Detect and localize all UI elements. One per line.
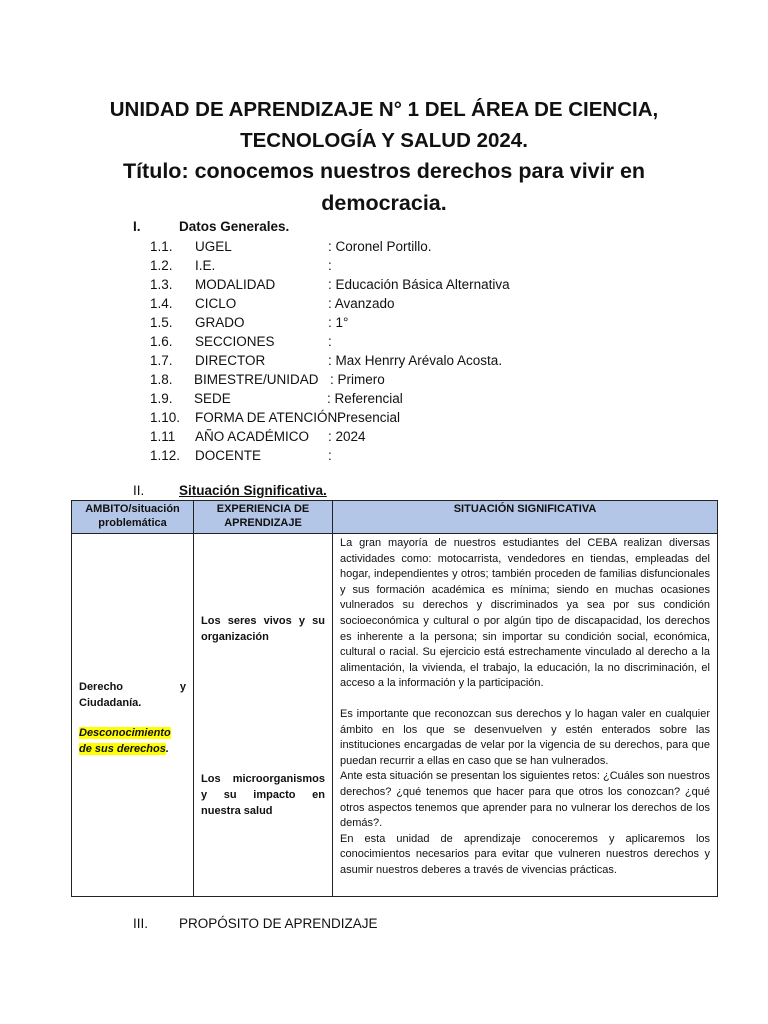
- section-number: I.: [133, 219, 141, 234]
- header-situacion: SITUACIÓN SIGNIFICATIVA: [333, 501, 718, 534]
- general-data-row: [150, 256, 670, 275]
- general-data-row: [150, 351, 670, 370]
- row-label: GRADO: [195, 315, 245, 330]
- row-number: 1.1.: [150, 239, 173, 254]
- row-value: Presencial: [337, 410, 401, 425]
- situation-paragraph: Es importante que reconozcan sus derechos y lo hagan valer en cualquier ámbito en los que se desenvuelven y estén enterados sobre las instituciones encargadas de velar por la vigencia de su derechos, para que puedan recurrir a ellas en caso que se han vulnerados.: [340, 707, 710, 767]
- experience-item: Los microorganismos y su impacto en nuestra salud: [201, 773, 325, 817]
- row-number: 1.4.: [150, 296, 173, 311]
- problem-punctuation: .: [165, 743, 169, 755]
- row-value: : 1°: [328, 315, 349, 330]
- row-label: I.E.: [195, 258, 216, 273]
- ambito-problem: [79, 725, 186, 757]
- row-label: MODALIDAD: [195, 277, 276, 292]
- section-heading-purpose: [133, 916, 533, 936]
- ambito-title-line-2: Ciudadanía.: [79, 697, 142, 709]
- general-data-row: [150, 389, 670, 408]
- row-value: : Max Henrry Arévalo Acosta.: [328, 353, 503, 368]
- document-subtitle: [60, 155, 708, 219]
- situation-table: [71, 500, 718, 897]
- cell-ambito: [72, 534, 194, 897]
- row-number: 1.11: [150, 429, 176, 444]
- experience-item: Los seres vivos y su organización: [201, 615, 325, 643]
- general-data-row: [150, 237, 670, 256]
- section-number: II.: [133, 483, 145, 498]
- highlighted-problem: Desconocimiento de sus derechos: [79, 727, 171, 755]
- row-label: CICLO: [195, 296, 237, 311]
- row-label: SECCIONES: [195, 334, 275, 349]
- document-title: [60, 94, 708, 156]
- section-label: Datos Generales.: [179, 219, 290, 234]
- general-data-row: [150, 370, 670, 389]
- cell-situacion: [333, 534, 718, 897]
- table-header-row: [72, 501, 718, 534]
- row-number: 1.10.: [150, 410, 181, 425]
- row-value: : Avanzado: [328, 296, 395, 311]
- row-label: AÑO ACADÉMICO: [195, 429, 310, 444]
- row-number: 1.8.: [150, 372, 173, 387]
- row-label: DIRECTOR: [195, 353, 266, 368]
- row-label: BIMESTRE/UNIDAD: [194, 372, 319, 387]
- subtitle-line-1: Título: conocemos nuestros derechos para vivir en: [122, 159, 646, 183]
- row-value: :: [328, 334, 332, 349]
- general-data-row: [150, 332, 670, 351]
- table-row: [72, 534, 718, 897]
- row-number: 1.7.: [150, 353, 173, 368]
- ambito-title-line-1: Derecho y: [79, 681, 186, 693]
- row-value: : Educación Básica Alternativa: [328, 277, 510, 292]
- title-line-1: UNIDAD DE APRENDIZAJE N° 1 DEL ÁREA DE CIENCIA,: [109, 98, 659, 121]
- section-label: PROPÓSITO DE APRENDIZAJE: [179, 916, 378, 931]
- cell-experiencia: [194, 534, 333, 897]
- section-number: III.: [133, 916, 149, 931]
- header-ambito: AMBITO/situación problemática: [72, 501, 194, 534]
- row-value: :: [328, 448, 332, 463]
- situation-paragraph: Ante esta situación se presentan los siguientes retos: ¿Cuáles son nuestros derechos? ¿qué tenemos que hacer para que otros los conozcan? ¿qué otros aspectos tenemos que aprender para no vulnerar los derechos de los demás?.: [340, 770, 710, 830]
- row-value: : Referencial: [327, 391, 403, 406]
- general-data-row: [150, 313, 670, 332]
- general-data-row: [150, 275, 670, 294]
- general-data-row: [150, 408, 670, 427]
- subtitle-line-2: democracia.: [321, 191, 447, 215]
- general-data-row: [150, 294, 670, 313]
- row-number: 1.5.: [150, 315, 173, 330]
- general-data-list: [150, 237, 670, 465]
- header-experiencia: EXPERIENCIA DE APRENDIZAJE: [194, 501, 333, 534]
- section-heading-general-data: [133, 219, 533, 239]
- row-value: :: [328, 258, 332, 273]
- row-number: 1.3.: [150, 277, 173, 292]
- row-label: UGEL: [195, 239, 232, 254]
- row-value: : Primero: [330, 372, 385, 387]
- row-label: FORMA DE ATENCIÓN:: [195, 410, 342, 425]
- row-value: : 2024: [328, 429, 366, 444]
- row-value: : Coronel Portillo.: [328, 239, 432, 254]
- row-number: 1.12.: [150, 448, 181, 463]
- row-label: SEDE: [194, 391, 231, 406]
- title-line-2: TECNOLOGÍA Y SALUD 2024.: [240, 129, 528, 152]
- general-data-row: [150, 427, 670, 446]
- situation-paragraph: En esta unidad de aprendizaje conoceremos y aplicaremos los conocimientos necesarios para evitar que vulneren nuestros derechos y asumir nuestros deberes a través de vivencias prácticas.: [340, 832, 710, 876]
- row-number: 1.6.: [150, 334, 173, 349]
- section-label: Situación Significativa.: [179, 483, 327, 498]
- row-label: DOCENTE: [195, 448, 262, 463]
- general-data-row: [150, 446, 670, 465]
- situation-paragraph: La gran mayoría de nuestros estudiantes del CEBA realizan diversas actividades como: motocarrista, vendedores en tiendas, empleadas del hogar, independientes y otros; también proceden de familias disfuncionales y sus formación académica es mínima; siendo en muchas ocasiones vulnerados su derechos y discriminados ya sea por sus condición socioeconómica y cultural o por algún tipo de discapacidad, los derechos es inherente a la persona; sin importar su condición social, económica, cultural o racial. Su ejercicio está estrechamente vinculado al derecho a la alimentación, la vivienda, el trabajo, la educación, la no discriminación, el acceso a la información y la participación.: [340, 537, 710, 690]
- row-number: 1.2.: [150, 258, 173, 273]
- row-number: 1.9.: [150, 391, 173, 406]
